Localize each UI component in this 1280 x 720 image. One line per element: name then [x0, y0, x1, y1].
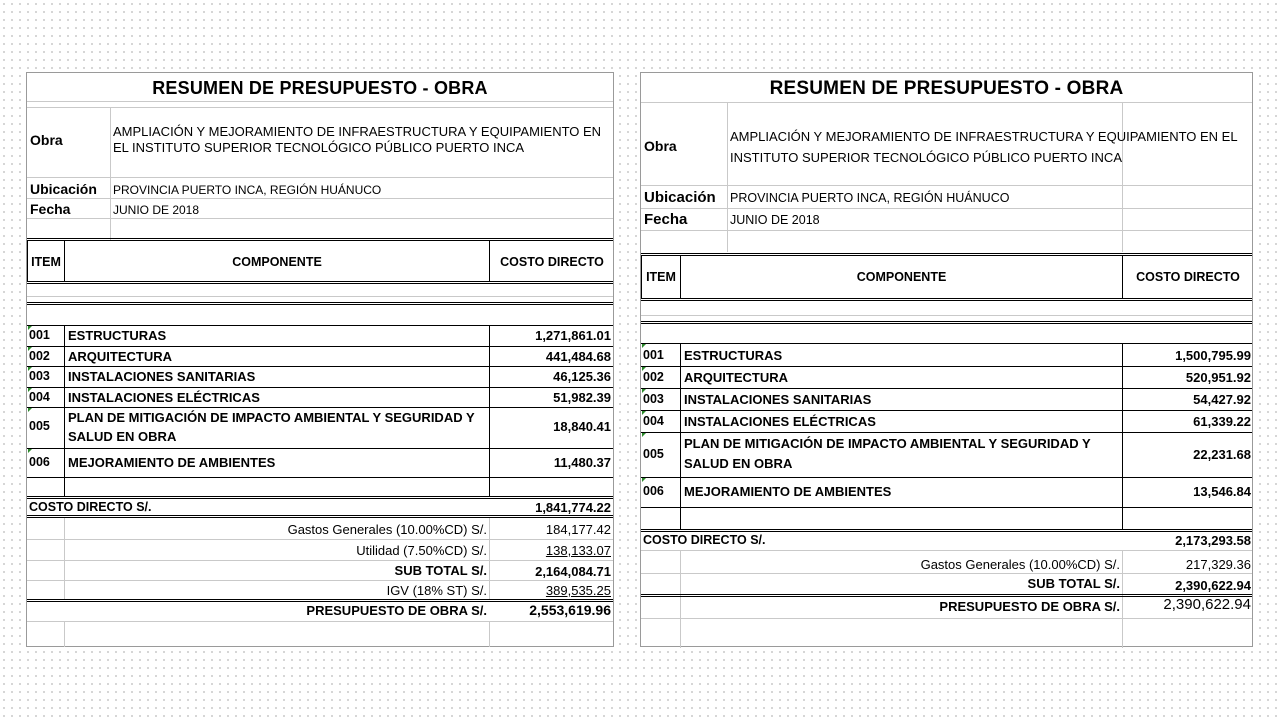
- costo-value: 46,125.36: [553, 369, 611, 384]
- costo-directo-value: 2,173,293.58: [1175, 533, 1251, 548]
- costo-value: 51,982.39: [553, 390, 611, 405]
- ubicacion-text: PROVINCIA PUERTO INCA, REGIÓN HUÁNUCO: [730, 191, 1010, 205]
- componente-name: ESTRUCTURAS: [684, 348, 783, 363]
- fecha-label: Fecha: [644, 211, 688, 228]
- fecha-text: JUNIO DE 2018: [730, 213, 820, 227]
- costo-value: 61,339.22: [1193, 414, 1251, 429]
- item-code: 002: [29, 349, 50, 363]
- componente-name: INSTALACIONES SANITARIAS: [684, 392, 872, 407]
- gastos-value: 217,329.36: [1185, 557, 1251, 572]
- item-code: 004: [643, 414, 664, 428]
- costo-value: 13,546.84: [1193, 484, 1251, 499]
- componente-name: ARQUITECTURA: [68, 349, 172, 364]
- costo-value: 18,840.41: [553, 419, 611, 434]
- subtotal-value: 2,164,084.71: [535, 564, 611, 579]
- costo-directo-value: 1,841,774.22: [535, 500, 611, 515]
- componente-name: ARQUITECTURA: [684, 370, 788, 385]
- sheet-title: RESUMEN DE PRESUPUESTO - OBRA: [769, 78, 1124, 99]
- col-header-costo: COSTO DIRECTO: [500, 255, 604, 269]
- budget-sheet-left: [26, 72, 614, 647]
- utilidad-value: 138,133.07: [545, 543, 611, 558]
- fecha-text: JUNIO DE 2018: [113, 203, 200, 217]
- item-code: 002: [643, 370, 664, 384]
- col-header-costo: COSTO DIRECTO: [1136, 270, 1240, 284]
- costo-value: 54,427.92: [1193, 392, 1251, 407]
- costo-value: 520,951.92: [1185, 370, 1251, 385]
- item-code: 005: [29, 419, 50, 433]
- presupuesto-label: PRESUPUESTO DE OBRA S/.: [306, 603, 487, 618]
- item-code: 003: [29, 369, 50, 383]
- item-code: 003: [643, 392, 664, 406]
- costo-value: 1,500,795.99: [1175, 348, 1251, 363]
- gastos-value: 184,177.42: [545, 522, 611, 537]
- obra-text: AMPLIACIÓN Y MEJORAMIENTO DE INFRAESTRUCTURA Y EQUIPAMIENTO EN EL INSTITUTO SUPERIOR TECNOLÓGICO PÚBLICO PUERTO INCA: [730, 129, 1238, 165]
- subtotal-label: SUB TOTAL S/.: [1027, 576, 1120, 591]
- igv-label: IGV (18% ST) S/.: [386, 583, 487, 598]
- col-header-componente: COMPONENTE: [856, 270, 947, 284]
- presupuesto-value: 2,553,619.96: [529, 602, 611, 618]
- gastos-label: Gastos Generales (10.00%CD) S/.: [287, 522, 487, 537]
- item-code: 006: [29, 455, 50, 469]
- item-code: 005: [643, 447, 664, 461]
- item-code: 001: [643, 348, 664, 362]
- ubicacion-label: Ubicación: [644, 189, 716, 206]
- presupuesto-value: 2,390,622.94: [1163, 596, 1251, 613]
- costo-directo-label: COSTO DIRECTO S/.: [29, 500, 152, 514]
- obra-label: Obra: [30, 132, 63, 148]
- componente-name: INSTALACIONES ELÉCTRICAS: [68, 390, 260, 405]
- igv-value: 389,535.25: [545, 583, 611, 598]
- costo-value: 22,231.68: [1193, 447, 1251, 462]
- componente-name: INSTALACIONES ELÉCTRICAS: [684, 414, 876, 429]
- subtotal-label: SUB TOTAL S/.: [394, 563, 487, 578]
- utilidad-label: Utilidad (7.50%CD) S/.: [356, 543, 487, 558]
- col-header-item: ITEM: [646, 270, 676, 284]
- item-code: 001: [29, 328, 50, 342]
- item-code: 006: [643, 484, 664, 498]
- presupuesto-label: PRESUPUESTO DE OBRA S/.: [939, 599, 1120, 614]
- item-code: 004: [29, 390, 50, 404]
- col-header-componente: COMPONENTE: [232, 255, 322, 269]
- componente-name: INSTALACIONES SANITARIAS: [68, 369, 256, 384]
- componente-name: PLAN DE MITIGACIÓN DE IMPACTO AMBIENTAL Y SEGURIDAD Y SALUD EN OBRA: [684, 436, 1091, 471]
- sheet-title: RESUMEN DE PRESUPUESTO - OBRA: [152, 78, 488, 98]
- costo-directo-label: COSTO DIRECTO S/.: [643, 533, 766, 547]
- costo-value: 1,271,861.01: [535, 328, 611, 343]
- costo-value: 11,480.37: [553, 455, 611, 470]
- componente-name: PLAN DE MITIGACIÓN DE IMPACTO AMBIENTAL Y SEGURIDAD Y SALUD EN OBRA: [68, 410, 475, 444]
- ubicacion-label: Ubicación: [30, 181, 97, 197]
- componente-name: MEJORAMIENTO DE AMBIENTES: [68, 455, 276, 470]
- fecha-label: Fecha: [30, 201, 71, 217]
- costo-value: 441,484.68: [545, 349, 611, 364]
- componente-name: MEJORAMIENTO DE AMBIENTES: [684, 484, 892, 499]
- subtotal-value: 2,390,622.94: [1175, 578, 1251, 593]
- obra-text: AMPLIACIÓN Y MEJORAMIENTO DE INFRAESTRUCTURA Y EQUIPAMIENTO EN EL INSTITUTO SUPERIOR TECNOLÓGICO PÚBLICO PUERTO INCA: [113, 124, 602, 155]
- componente-name: ESTRUCTURAS: [68, 328, 167, 343]
- budget-sheet-right: [640, 72, 1253, 647]
- col-header-item: ITEM: [31, 255, 61, 269]
- obra-label: Obra: [644, 138, 677, 154]
- ubicacion-text: PROVINCIA PUERTO INCA, REGIÓN HUÁNUCO: [113, 183, 382, 197]
- gastos-label: Gastos Generales (10.00%CD) S/.: [920, 557, 1120, 572]
